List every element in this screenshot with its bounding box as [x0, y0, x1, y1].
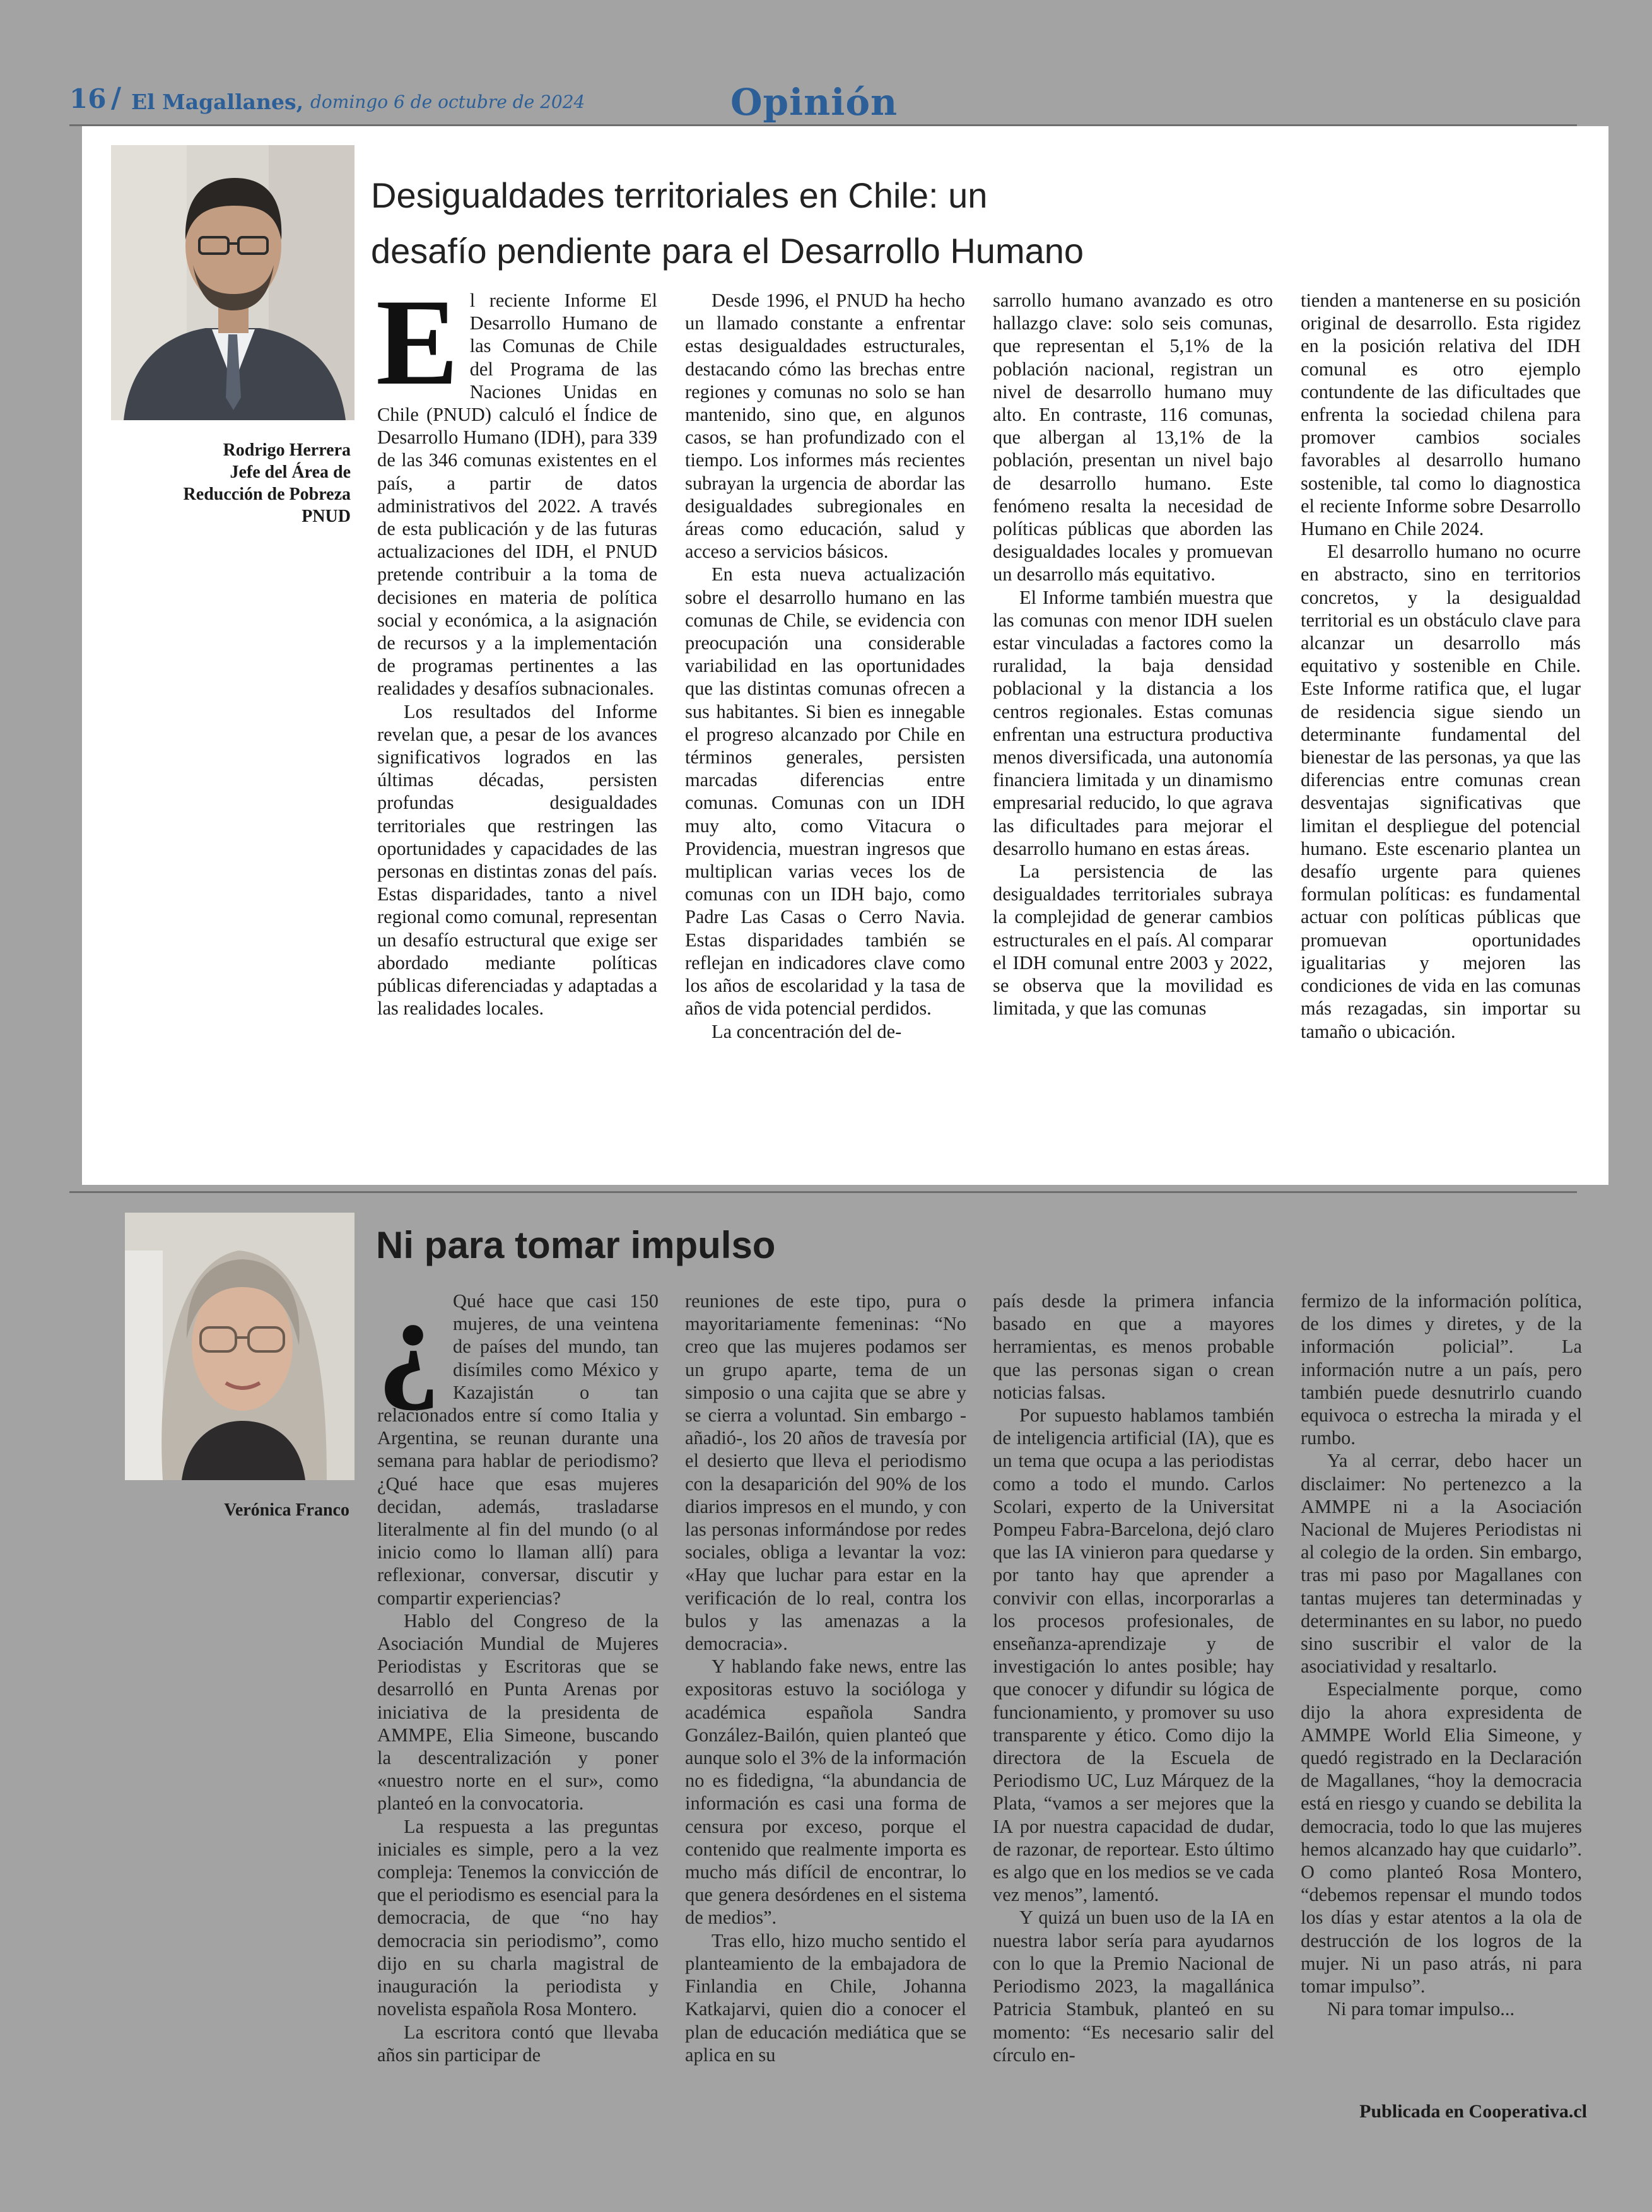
- source-credit: Publicada en Cooperativa.cl: [1359, 2101, 1587, 2122]
- article-divider: [69, 1191, 1577, 1193]
- paragraph: La escritora contó que llevaba años sin participar de: [377, 2021, 659, 2066]
- paragraph: l reciente Informe El Desarrollo Humano de las Comunas de Chile del Programa de las Naciones Unidas en Chile (PNUD) calculó el Índice de Desarrollo Humano (IDH), para 339 de las 346 comunas existentes en el país, a partir de datos administrativos del 2022. A través de esta publicación y de las futuras actualizaciones del IDH, el PNUD pretende contribuir a la toma de decisiones en materia de política social y económica, a la asignación de recursos y a la implementación de programas pertinentes a las realidades y desafíos subnacionales.: [377, 290, 657, 700]
- section-title: Opinión: [730, 81, 898, 124]
- headline-line: Desigualdades territoriales en Chile: un: [371, 175, 988, 215]
- article-column-4: [1301, 1290, 1582, 2021]
- author-photo-franco: [125, 1213, 354, 1480]
- page-number: 16: [69, 83, 107, 114]
- article-column-2: [685, 1290, 966, 2066]
- author-role: Reducción de Pobreza: [183, 485, 351, 504]
- paragraph: En esta nueva actualización sobre el desarrollo humano en las comunas de Chile, se evidencia con preocupación una considerable variabilidad en las oportunidades que las distintas comunas ofrecen a sus habitantes. Si bien es innegable el progreso alcanzado por Chile en términos generales, persisten marcadas diferencias entre comunas. Comunas con un IDH muy alto, como Vitacura o Providencia, muestran ingresos que multiplican varias veces los de comunas con un IDH bajo, como Padre Las Casas o Cerro Navia. Estas disparidades también se reflejan en indicadores clave como los años de escolaridad y la tasa de años de vida potencial perdidos.: [685, 563, 965, 1020]
- article-headline: [371, 168, 1569, 279]
- header-separator: /: [111, 82, 122, 114]
- paragraph: La persistencia de las desigualdades territoriales subraya la complejidad de generar cambios estructurales en el país. Al comparar el IDH comunal entre 2003 y 2022, se observa que la movilidad es limitada, y que las comunas: [993, 861, 1273, 1020]
- article-column-2: [685, 289, 965, 1043]
- author-byline-franco: [111, 1499, 349, 1521]
- newspaper-name: El Magallanes,: [131, 90, 304, 114]
- paragraph: La respuesta a las preguntas iniciales es simple, pero a la vez compleja: Tenemos la convicción de que el periodismo es esencial para la democracia, de que “no hay democracia sin periodismo”, como dijo en su charla magistral de inauguración la periodista y novelista española Rosa Montero.: [377, 1815, 659, 2020]
- author-name: Rodrigo Herrera: [223, 440, 351, 460]
- paragraph: país desde la primera infancia basado en que a mayores herramientas, es menos probable que las personas sigan o crean noticias falsas.: [993, 1290, 1274, 1403]
- paragraph: Desde 1996, el PNUD ha hecho un llamado constante a enfrentar estas desigualdades estructurales, destacando cómo las brechas entre regiones y comunas no solo se han mantenido, sino que, en algunos casos, se han profundizado con el tiempo. Los informes más recientes subrayan la urgencia de abordar las desigualdades subregionales en áreas como educación, salud y acceso a servicios básicos.: [685, 290, 965, 563]
- paragraph: fermizo de la información política, de los dimes y diretes, y de la información policial”. La información nutre a un país, pero también puede desnutrirlo cuando equivoca o estrecha la mirada y el rumbo.: [1301, 1290, 1582, 1449]
- article-column-1: [376, 274, 657, 1020]
- article-column-1: [377, 1273, 659, 2066]
- publication-date: domingo 6 de octubre de 2024: [310, 91, 585, 112]
- paragraph: Tras ello, hizo mucho sentido el planteamiento de la embajadora de Finlandia en Chile, Johanna Katkajarvi, quien dio a conocer el plan de educación mediática que se aplica en su: [685, 1929, 966, 2066]
- paragraph: Y quizá un buen uso de la IA en nuestra labor sería para ayudarnos con lo que la Premio Nacional de Periodismo 2023, la magallánica Patricia Stambuk, planteó en su momento: “Es necesario salir del círculo en-: [993, 1907, 1274, 2066]
- article-column-4: [1301, 289, 1581, 1043]
- paragraph: Qué hace que casi 150 mujeres, de una veintena de países del mundo, tan disímiles como México y Kazajistán o tan relacionados entre sí como Italia y Argentina, se reunan durante una semana para hablar de periodismo? ¿Qué hace que esas mujeres decidan, además, trasladarse literalmente al fin del mundo (o al inicio como lo llaman allí) para reflexionar, conversar, discutir y compartir experiencias?: [377, 1290, 659, 1609]
- author-byline-herrera: [107, 439, 351, 527]
- author-photo-herrera: [111, 145, 354, 420]
- paragraph: Especialmente porque, como dijo la ahora expresidenta de AMMPE World Elia Simeone, y quedó registrado en la Declaración de Magallanes, “hoy la democracia está en riesgo y cuando se debilita la democracia, todo lo que las mujeres hemos alcanzado hay que cuidarlo”. O como planteó Rosa Montero, “debemos repensar el mundo todos los días y estar atentos a la ola de destrucción de los logros de la mujer. Ni un paso atrás, ni para tomar impulso”.: [1301, 1678, 1582, 1997]
- author-name: Verónica Franco: [224, 1500, 349, 1520]
- paragraph: reuniones de este tipo, pura o mayoritariamente femeninas: “No creo que las mujeres podamos ser un grupo aparte, tema de un simposio o una cajita que se abre y se cierra a voluntad. Sin embargo -añadió-, los 20 años de travesía por el desierto que lleva el periodismo con la desaparición del 90% de los diarios impresos en el mundo, y con las personas informándose por redes sociales, obliga a levantar la voz: «Hay que luchar para estar en la verificación de lo real, contra los bulos y las amenazas a la democracia».: [685, 1290, 966, 1655]
- paragraph: Y hablando fake news, entre las expositoras estuvo la socióloga y académica española Sandra González-Bailón, quien planteó que aunque solo el 3% de la información no es fidedigna, “la abundancia de información es casi una forma de censura por exceso, porque el contenido que realmente importa es mucho más difícil de encontrar, lo que genera desórdenes en el sistema de medios”.: [685, 1656, 966, 1929]
- drop-cap: E: [376, 274, 459, 411]
- author-role: Jefe del Área de: [230, 462, 351, 482]
- paragraph: Hablo del Congreso de la Asociación Mundial de Mujeres Periodistas y Escritoras que se desarrolló en Punta Arenas por iniciativa de la presidenta de AMMPE, Elia Simeone, buscando la descentralización y poner «nuestro norte en el sur», como planteó en la convocatoria.: [377, 1609, 659, 1815]
- paragraph: Los resultados del Informe revelan que, a pesar de los avances significativos logrados en las últimas décadas, persisten profundas desigualdades territoriales que restringen las oportunidades y capacidades de las personas en distintas zonas del país. Estas disparidades, tanto a nivel regional como comunal, representan un desafío estructural que exige ser abordado mediante políticas públicas diferenciadas y adaptadas a las realidades locales.: [377, 700, 657, 1020]
- drop-cap: ¿: [377, 1273, 440, 1412]
- author-organization: PNUD: [302, 507, 351, 526]
- paragraph: sarrollo humano avanzado es otro hallazgo clave: solo seis comunas, que representan el 5,1% de la población nacional, registran un nivel de desarrollo humano muy alto. En contraste, 116 comunas, que albergan al 13,1% de la población, presentan un nivel bajo de desarrollo humano. Este fenómeno resalta la necesidad de políticas públicas que aborden las desigualdades locales y promuevan un desarrollo más equitativo.: [993, 290, 1273, 585]
- paragraph: Por supuesto hablamos también de inteligencia artificial (IA), que es un tema que ocupa a las periodistas como a todo el mundo. Carlos Scolari, experto de la Universitat Pompeu Fabra-Barcelona, dejó claro que las IA vinieron para quedarse y por tanto hay que aprender a convivir con ellas, incorporarlas a los procesos profesionales, de enseñanza-aprendizaje y de investigación lo antes posible; hay que conocer y difundir su lógica de funcionamiento, y promover su uso transparente y ético. Como dijo la directora de la Escuela de Periodismo UC, Luz Márquez de la Plata, “vamos a ser mejores que la IA por nuestra capacidad de dudar, de razonar, de reportear. Esto último es algo que en los medios se ve cada vez menos”, lamentó.: [993, 1404, 1274, 1906]
- paragraph: El desarrollo humano no ocurre en abstracto, sino en territorios concretos, y la desigualdad territorial es un obstáculo clave para alcanzar un desarrollo más equitativo y sostenible en Chile. Este Informe ratifica que, el lugar de residencia sigue siendo un determinante fundamental del bienestar de las personas, ya que las diferencias entre comunas crean desventajas significativas que limitan el despliegue del potencial humano. Este escenario plantea un desafío urgente para quienes formulan políticas: es fundamental actuar con políticas públicas que promuevan oportunidades igualitarias y mejoren las condiciones de vida en las comunas más rezagadas, sin importar su tamaño o ubicación.: [1301, 541, 1581, 1042]
- page-header: [69, 81, 1583, 125]
- paragraph: La concentración del de-: [712, 1020, 902, 1042]
- paragraph: tienden a mantenerse en su posición original de desarrollo. Esta rigidez en la posición relativa del IDH comunal es otro ejemplo contundente de las dificultades que enfrenta la sociedad chilena para promover cambios sociales favorables al desarrollo humano sostenible, tal como lo diagnostica el reciente Informe sobre Desarrollo Humano en Chile 2024.: [1301, 290, 1581, 540]
- headline-line: desafío pendiente para el Desarrollo Humano: [371, 231, 1084, 271]
- article-column-3: [993, 289, 1273, 1020]
- paragraph: Ni para tomar impulso...: [1327, 1998, 1515, 2020]
- article-desigualdades: [82, 126, 1608, 1185]
- article-headline: Ni para tomar impulso: [376, 1224, 776, 1266]
- paragraph: El Informe también muestra que las comunas con menor IDH suelen estar vinculadas a factores como la ruralidad, la baja densidad poblacional y la distancia a los centros regionales. Estas comunas enfrentan una estructura productiva menos diversificada, una autonomía financiera limitada y un dinamismo empresarial reducido, lo que agrava las dificultades para mejorar el desarrollo humano en estas áreas.: [993, 586, 1273, 859]
- article-column-3: [993, 1290, 1274, 2066]
- paragraph: Ya al cerrar, debo hacer un disclaimer: No pertenezco a la AMMPE ni a la Asociación Nacional de Mujeres Periodistas ni al colegio de la orden. Sin embargo, tras mi paso por Magallanes con tantas mujeres tan determinadas y determinantes en su labor, no puedo sino suscribir el valor de la asociatividad y resaltarlo.: [1301, 1450, 1582, 1678]
